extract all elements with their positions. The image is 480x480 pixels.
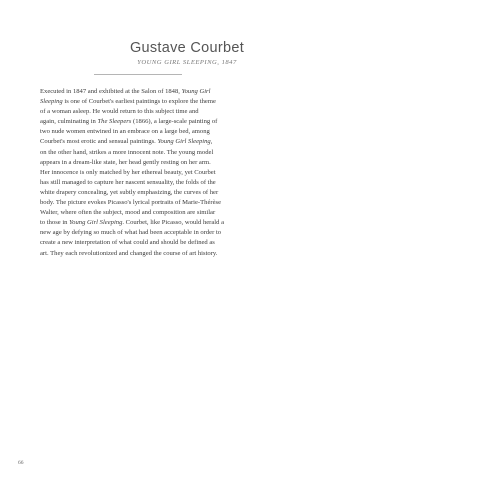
body-line <box>40 117 240 127</box>
body-text-segment: Executed in 1847 and exhibited at the Salon of 1848, <box>40 88 182 95</box>
body-line <box>40 228 240 238</box>
page-title: Gustave Courbet <box>129 40 245 56</box>
body-text-segment: Walter, where often the subject, mood and composition are similar <box>40 209 216 217</box>
body-line <box>40 178 240 188</box>
body-line <box>40 158 240 168</box>
title-divider <box>94 74 182 75</box>
body-text-segment: of a woman asleep. He would return to this subject time and <box>40 108 199 116</box>
body-line <box>40 198 240 208</box>
body-text-segment: new age by defying so much of what had been acceptable in order to <box>40 229 222 237</box>
body-text-segment: appears in a dream-like state, her head gently resting on her arm. <box>40 158 211 166</box>
body-line <box>40 238 240 248</box>
body-text-segment: on the other hand, strikes a more innocent note. The young model <box>40 148 214 156</box>
body-line <box>40 218 240 228</box>
body-text-segment: Her innocence is only matched by her ethereal beauty, yet Courbet <box>40 168 216 176</box>
body-text-segment: body. The picture evokes Picasso's lyrical portraits of Marie-Thérèse <box>40 199 221 207</box>
body-text-segment: is one of Courbet's earliest paintings to explore the theme <box>62 98 216 106</box>
body-text-segment: white drapery concealing, yet subtly emphasizing, the curves of her <box>40 188 219 196</box>
body-text-segment: two nude women entwined in an embrace on a large bed, among <box>40 128 210 136</box>
body-line <box>40 137 240 147</box>
artwork-subtitle: YOUNG GIRL SLEEPING, 1847 <box>137 59 237 66</box>
body-text-segment: (1866), a large-scale painting of <box>131 118 218 126</box>
body-text-segment: to those in <box>40 219 70 227</box>
body-line <box>40 188 240 198</box>
italic-title-text: The Sleepers <box>97 118 132 126</box>
italic-title-text: Sleeping <box>40 98 63 106</box>
body-line <box>40 97 240 107</box>
body-text-segment: . Courbet, like Picasso, would herald a <box>122 219 225 227</box>
body-text-segment: has still managed to capture her nascent sensuality, the folds of the <box>40 178 216 186</box>
body-line <box>40 249 240 259</box>
page-number: 66 <box>18 460 24 466</box>
body-text-segment: art. They each revolutionized and changed the course of art history. <box>40 249 218 257</box>
body-line <box>40 148 240 158</box>
body-text-segment: again, culminating in <box>40 118 98 126</box>
body-line <box>40 107 240 117</box>
body-line <box>40 168 240 178</box>
italic-title-text: Young Girl Sleeping <box>69 219 123 227</box>
italic-title-text: Young Girl Sleeping, <box>157 138 213 146</box>
italic-title-text: Young Girl <box>181 88 211 95</box>
body-line <box>40 87 240 97</box>
body-paragraph <box>40 87 240 259</box>
body-text-segment: create a new interpretation of what could and should be defined as <box>40 239 215 247</box>
body-text-segment: Courbet's most erotic and sensual paintings. <box>40 138 158 146</box>
body-line <box>40 208 240 218</box>
body-line <box>40 127 240 137</box>
